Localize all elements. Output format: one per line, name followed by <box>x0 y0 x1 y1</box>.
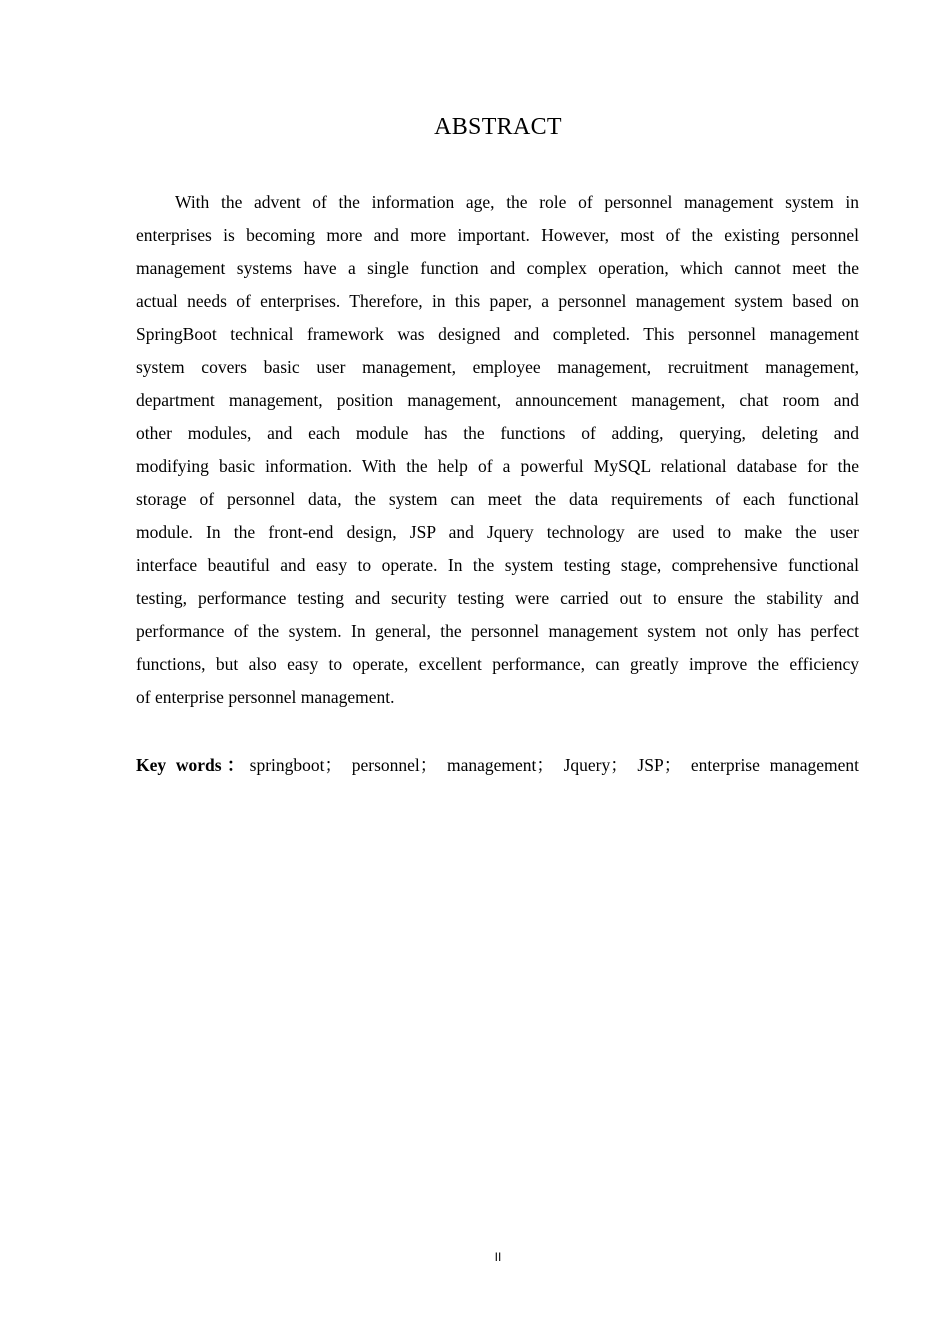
abstract-line: testing, performance testing and security testing were carried out to ensure the stability and <box>136 588 859 608</box>
page-title: ABSTRACT <box>434 114 562 140</box>
abstract-line: department management, position management, announcement management, chat room and <box>136 390 859 410</box>
abstract-line: system covers basic user management, employee management, recruitment management, <box>136 357 859 377</box>
abstract-line: SpringBoot technical framework was designed and completed. This personnel management <box>136 324 859 344</box>
abstract-body <box>136 186 859 714</box>
keywords-label: Key words： <box>136 755 250 775</box>
abstract-line: storage of personnel data, the system can meet the data requirements of each functional <box>136 489 859 509</box>
abstract-line: enterprises is becoming more and more important. However, most of the existing personnel <box>136 225 859 245</box>
abstract-line: modifying basic information. With the help of a powerful MySQL relational database for the <box>136 456 859 476</box>
abstract-line: actual needs of enterprises. Therefore, in this paper, a personnel management system based on <box>136 291 859 311</box>
keywords <box>136 753 859 777</box>
keywords-text: springboot； personnel； management； Jquery； JSP； enterprise management <box>249 755 859 775</box>
abstract-line: management systems have a single function and complex operation, which cannot meet the <box>136 258 859 278</box>
page-number: II <box>494 1250 502 1264</box>
abstract-line: With the advent of the information age, the role of personnel management system in <box>175 192 859 212</box>
abstract-line: other modules, and each module has the functions of adding, querying, deleting and <box>136 423 859 443</box>
abstract-line: functions, but also easy to operate, excellent performance, can greatly improve the efficiency <box>136 654 859 674</box>
abstract-line: module. In the front-end design, JSP and Jquery technology are used to make the user <box>136 522 859 542</box>
abstract-line: interface beautiful and easy to operate. In the system testing stage, comprehensive functional <box>136 555 859 575</box>
abstract-line: performance of the system. In general, the personnel management system not only has perfect <box>136 621 859 641</box>
abstract-line: of enterprise personnel management. <box>136 687 395 707</box>
